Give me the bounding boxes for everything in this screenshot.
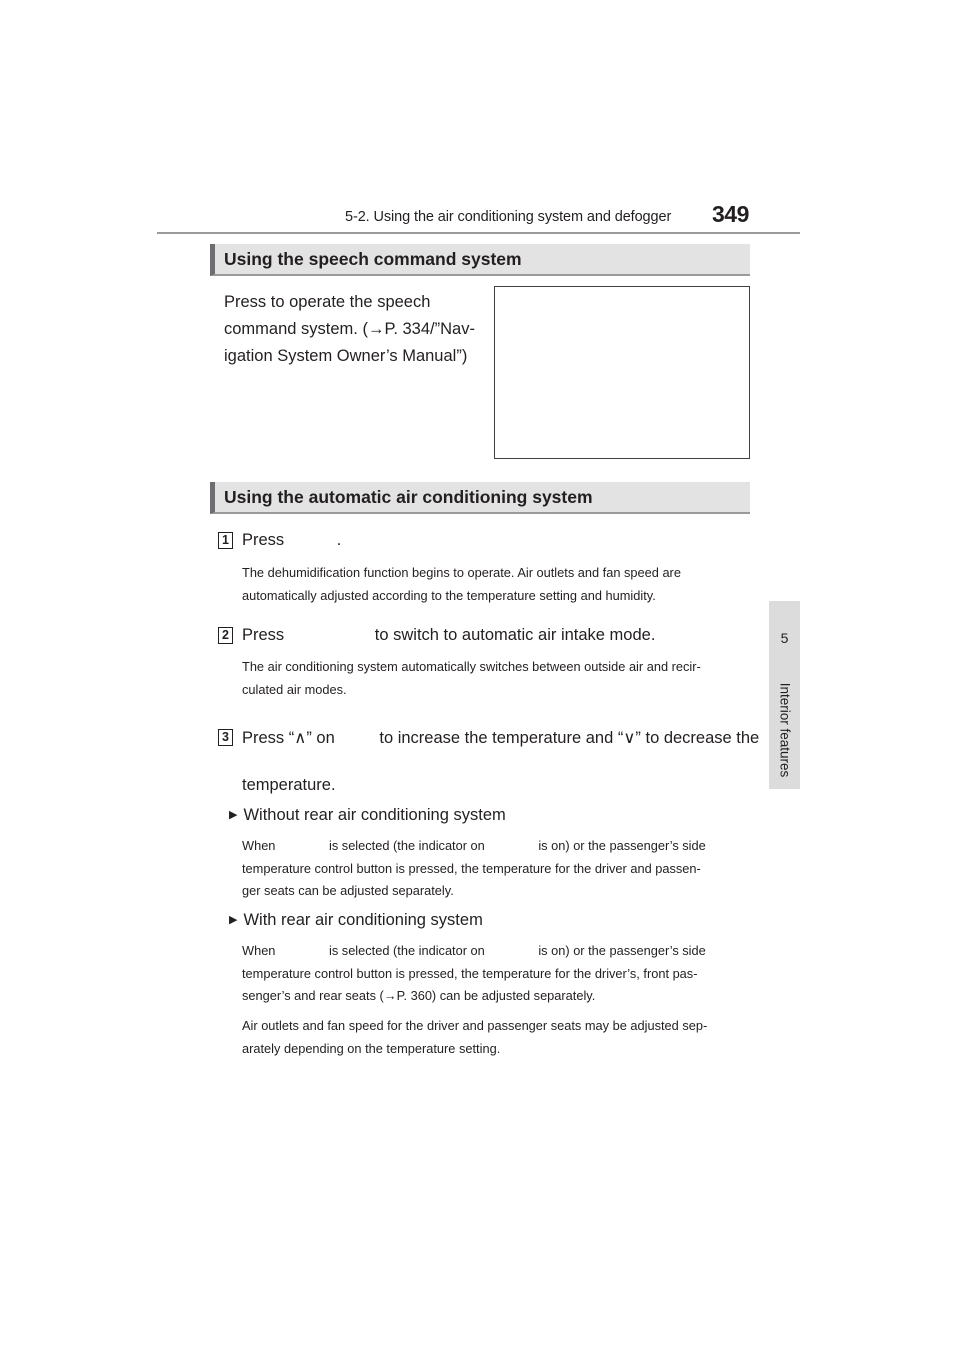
triangle-bullet-icon: ▶ bbox=[229, 809, 238, 821]
note-line: The air conditioning system automatically switches between outside air and recir- bbox=[242, 659, 701, 674]
note-line: The dehumidification function begins to operate. Air outlets and fan speed are bbox=[242, 565, 681, 580]
note-line: Air outlets and fan speed for the driver and passenger seats may be adjusted sep- bbox=[242, 1018, 708, 1033]
speech-command-intro bbox=[224, 289, 480, 370]
with-rear-ac-note bbox=[242, 940, 745, 1008]
page-number: 349 bbox=[712, 201, 749, 227]
step-3-text: Press “∧” on to increase the temperature and “∨” to decrease the bbox=[242, 729, 760, 747]
without-rear-ac-note bbox=[242, 835, 745, 903]
note-line: senger’s and rear seats (→P. 360) can be adjusted separately. bbox=[242, 988, 596, 1003]
step-1-text: Press . bbox=[242, 531, 342, 549]
chapter-number: 5 bbox=[780, 630, 789, 646]
section-heading-automatic-ac bbox=[210, 482, 750, 514]
note-line: temperature control button is pressed, the temperature for the driver’s, front pas- bbox=[242, 965, 698, 981]
note-line: temperature control button is pressed, the temperature for the driver and passen- bbox=[242, 860, 701, 876]
section-heading-text: Using the speech command system bbox=[224, 249, 522, 269]
intro-line-2: command system. (→P. 334/”Nav- bbox=[224, 320, 475, 338]
running-head: 5-2. Using the air conditioning system and defogger bbox=[345, 209, 672, 225]
intro-line-3: igation System Owner’s Manual”) bbox=[224, 347, 468, 365]
note-line: culated air modes. bbox=[242, 681, 347, 697]
without-rear-ac-heading: ▶ Without rear air conditioning system bbox=[229, 806, 506, 824]
section-heading-text: Using the automatic air conditioning system bbox=[224, 487, 593, 507]
note-line: When is selected (the indicator on is on) or the passenger’s side bbox=[242, 838, 706, 853]
step-2-text: Press to switch to automatic air intake mode. bbox=[242, 626, 656, 644]
step-number-badge: 3 bbox=[218, 729, 233, 746]
chapter-title: Interior features bbox=[777, 682, 793, 778]
section-heading-speech-command bbox=[210, 244, 750, 276]
header-rule bbox=[157, 232, 800, 234]
illustration-frame bbox=[494, 286, 750, 459]
triangle-bullet-icon: ▶ bbox=[229, 914, 238, 926]
note-line: When is selected (the indicator on is on) or the passenger’s side bbox=[242, 943, 706, 958]
note-line: automatically adjusted according to the temperature setting and humidity. bbox=[242, 587, 656, 603]
step-3-text-cont: temperature. bbox=[242, 776, 336, 794]
step-number-badge: 1 bbox=[218, 532, 233, 549]
note-line: ger seats can be adjusted separately. bbox=[242, 883, 454, 898]
step-1-note bbox=[242, 562, 745, 607]
intro-line-1: Press to operate the speech bbox=[224, 293, 431, 311]
step-number-badge: 2 bbox=[218, 627, 233, 644]
step-2-note bbox=[242, 656, 745, 701]
with-rear-ac-heading: ▶ With rear air conditioning system bbox=[229, 911, 483, 929]
note-line: arately depending on the temperature setting. bbox=[242, 1040, 501, 1056]
with-rear-ac-extra-note bbox=[242, 1015, 745, 1060]
